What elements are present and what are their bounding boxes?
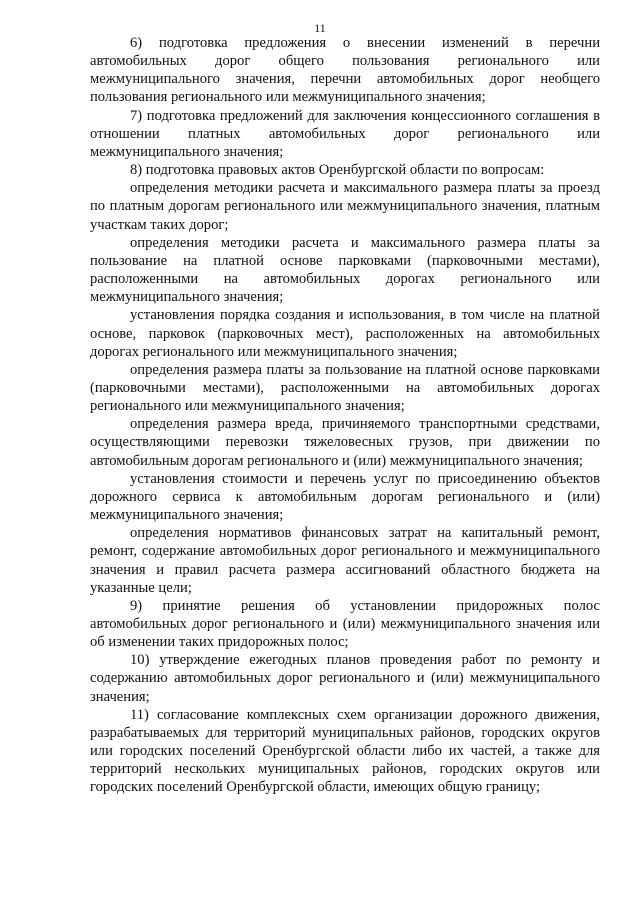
paragraph-item-7: 7) подготовка предложений для заключения концессионного соглашения в отношении платных автомобильных дорог регионального или межмуниципального значения; xyxy=(90,107,600,160)
document-body xyxy=(90,34,600,797)
paragraph-item-8: 8) подготовка правовых актов Оренбургской области по вопросам: xyxy=(130,162,545,179)
page-number: 11 xyxy=(314,21,326,35)
paragraph-item-11: 11) согласование комплексных схем организации дорожного движения, разрабатываемых для территорий муниципальных районов, городских округов или городских поселений Оренбургской области либо их частей, а также для территорий нескольких муниципальных районов, городских округов или городских поселений Оренбургской области, имеющих общую границу; xyxy=(90,706,600,796)
paragraph-item-10: 10) утверждение ежегодных планов проведения работ по ремонту и содержанию автомобильных дорог регионального и (или) межмуниципального значения; xyxy=(90,652,600,705)
paragraph-financial-standards: определения нормативов финансовых затрат на капитальный ремонт, ремонт, содержание автомобильных дорог регионального и межмуниципального значения и правил расчета размера ассигнований областного бюджета на указанные цели; xyxy=(90,525,600,596)
paragraph-toll-roads-method: определения методики расчета и максимального размера платы за проезд по платным дорогам регионального или межмуниципального значения, платным участкам таких дорог; xyxy=(90,180,600,233)
paragraph-parking-fee-method: определения методики расчета и максимального размера платы за пользование на платной основе парковками (парковочными местами), расположенными на автомобильных дорогах регионального или межмуниципального значения; xyxy=(90,234,600,306)
paragraph-item-6: 6) подготовка предложения о внесении изменений в перечни автомобильных дорог общего пользования регионального или межмуниципального значения, перечни автомобильных дорог необщего пользования регионального или межмуниципального значения; xyxy=(90,35,600,106)
paragraph-parking-fee-size: определения размера платы за пользование на платной основе парковками (парковочными местами), расположенными на автомобильных дорогах регионального или межмуниципального значения; xyxy=(90,361,600,415)
paragraph-road-service-connection: установления стоимости и перечень услуг по присоединению объектов дорожного сервиса к автомобильным дорогам регионального и (или) межмуниципального значения; xyxy=(90,470,600,524)
paragraph-heavy-cargo-damage: определения размера вреда, причиняемого транспортными средствами, осуществляющими перевозки тяжеловесных грузов, при движении по автомобильным дорогам регионального и (или) межмуниципального значения; xyxy=(90,416,600,469)
paragraph-parking-procedure: установления порядка создания и использования, в том числе на платной основе, парковок (парковочных мест), расположенных на автомобильных дорогах регионального или межмуниципального значения; xyxy=(90,307,600,360)
paragraph-item-9: 9) принятие решения об установлении придорожных полос автомобильных дорог регионального и (или) межмуниципального значения или об изменении таких придорожных полос; xyxy=(90,597,600,651)
